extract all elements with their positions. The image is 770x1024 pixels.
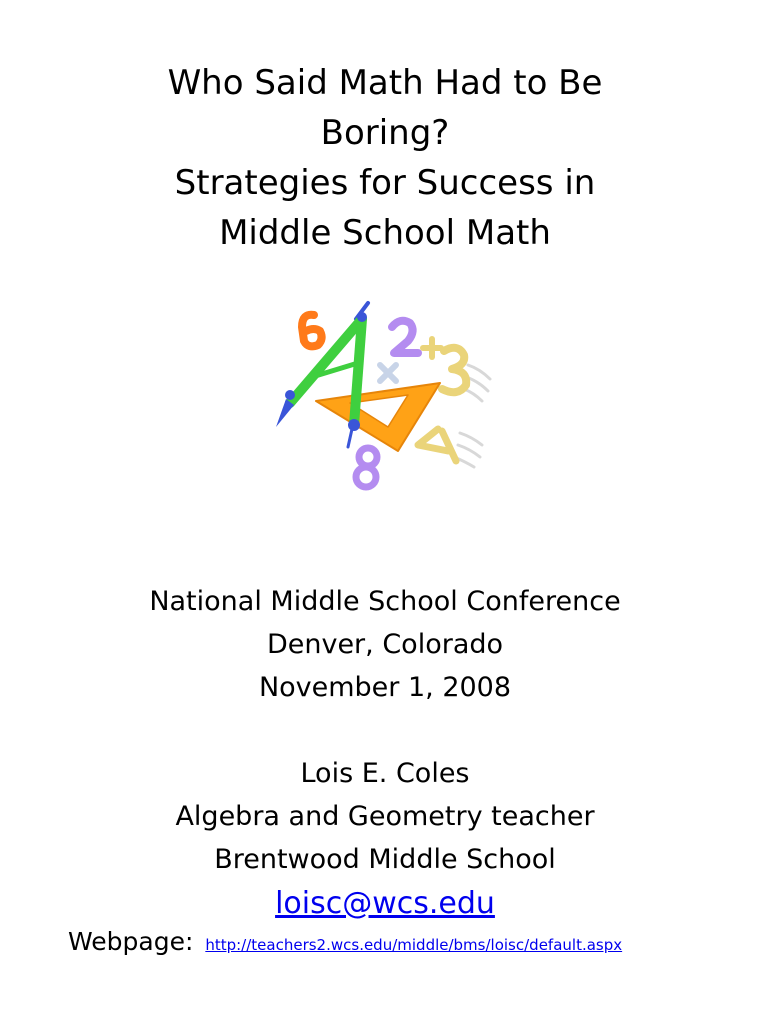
digit-eight-shape — [356, 448, 377, 487]
conference-info — [0, 580, 770, 709]
digit-six-shape — [302, 315, 322, 347]
document-title — [0, 58, 770, 258]
digit-three-shape — [442, 348, 466, 392]
webpage-row — [68, 924, 748, 963]
plus-sign-shape — [423, 339, 441, 357]
conference-name: National Middle School Conference — [149, 586, 621, 617]
conference-location: Denver, Colorado — [266, 629, 504, 660]
title-line: Who Said Math Had to Be — [167, 63, 603, 103]
webpage-label: Webpage: — [68, 927, 194, 956]
author-role: Algebra and Geometry teacher — [175, 801, 595, 832]
author-email-link[interactable]: loisc@wcs.edu — [275, 886, 495, 921]
conference-date: November 1, 2008 — [258, 672, 512, 703]
author-email-row — [0, 881, 770, 927]
author-info — [0, 752, 770, 927]
compass-shape — [276, 303, 368, 447]
title-line: Middle School Math — [219, 213, 551, 253]
author-school: Brentwood Middle School — [214, 844, 556, 875]
speed-lines — [454, 365, 490, 467]
math-tools-icon — [268, 293, 498, 493]
webpage-link[interactable]: http://teachers2.wcs.edu/middle/bms/loisc/default.aspx — [205, 936, 623, 954]
digit-two-shape — [392, 321, 418, 353]
title-line: Boring? — [320, 113, 450, 153]
title-line: Strategies for Success in — [174, 163, 596, 203]
author-name: Lois E. Coles — [300, 758, 470, 789]
times-sign-shape — [380, 365, 396, 381]
digit-four-shape — [418, 429, 456, 461]
